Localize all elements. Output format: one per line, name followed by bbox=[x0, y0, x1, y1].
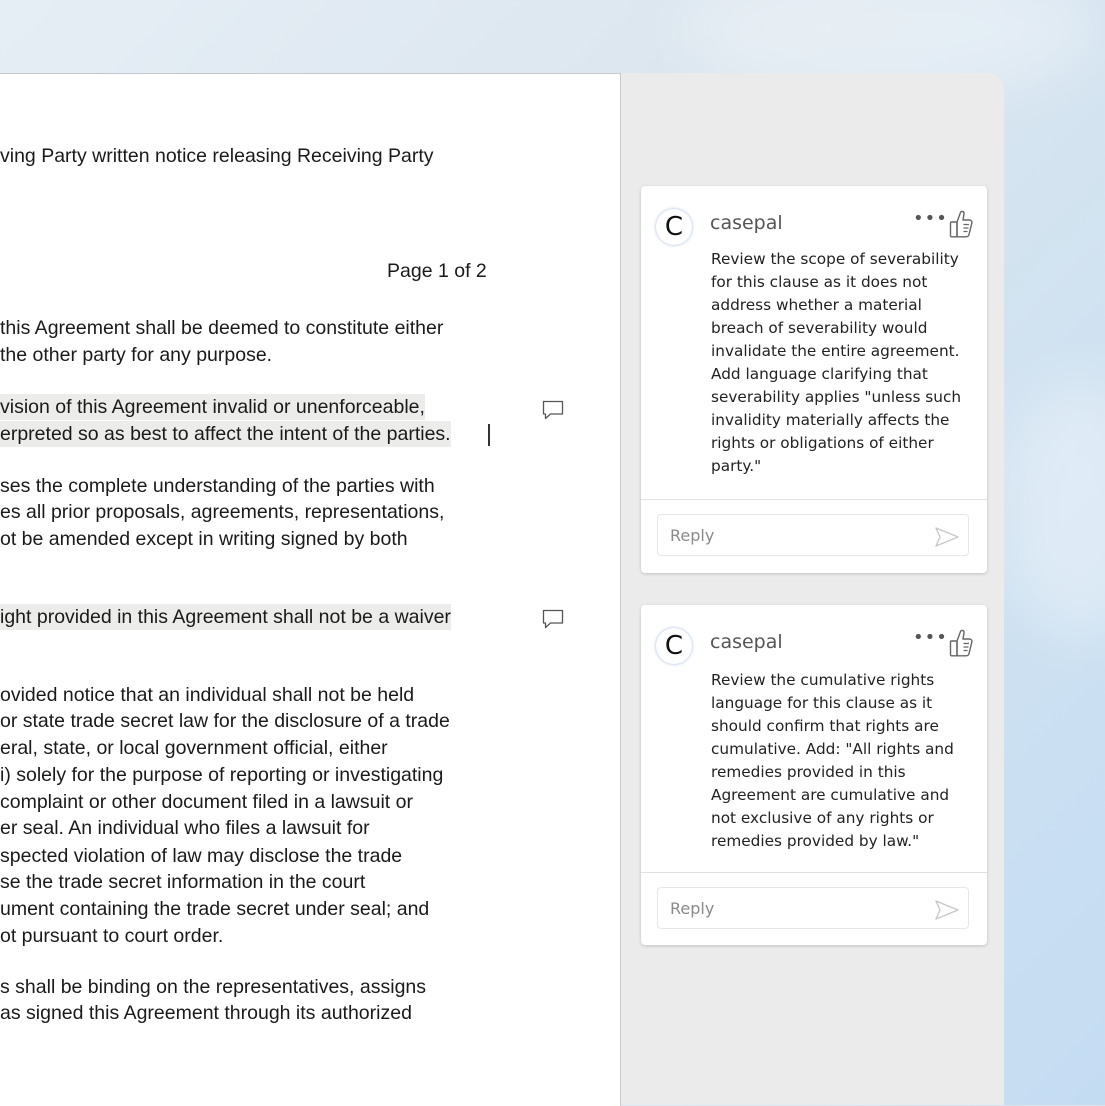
more-options-button[interactable]: ••• bbox=[913, 208, 948, 229]
doc-line: the other party for any purpose. bbox=[0, 344, 273, 366]
speech-bubble-icon[interactable] bbox=[541, 607, 565, 631]
doc-line: se the trade secret information in the court bbox=[0, 871, 366, 893]
doc-line: eral, state, or local government official, either bbox=[0, 737, 388, 759]
sky-cloud bbox=[1000, 380, 1105, 640]
avatar: C bbox=[656, 628, 692, 664]
send-icon[interactable] bbox=[934, 526, 960, 548]
send-icon[interactable] bbox=[934, 899, 960, 921]
highlighted-severability-line[interactable]: erpreted so as best to affect the intent of the parties. bbox=[0, 423, 451, 445]
doc-line: ses the complete understanding of the parties with bbox=[0, 475, 435, 497]
reply-input[interactable] bbox=[658, 888, 930, 928]
text-cursor bbox=[488, 424, 490, 446]
highlighted-severability-line[interactable]: vision of this Agreement invalid or unenforceable, bbox=[0, 396, 425, 418]
reply-box bbox=[657, 514, 969, 556]
doc-line: or state trade secret law for the disclosure of a trade bbox=[0, 710, 450, 732]
doc-line: er seal. An individual who files a lawsuit for bbox=[0, 817, 370, 839]
doc-line: s shall be binding on the representatives, assigns bbox=[0, 976, 427, 998]
reply-box bbox=[657, 887, 969, 929]
doc-line: complaint or other document filed in a lawsuit or bbox=[0, 791, 413, 813]
doc-line: spected violation of law may disclose the trade bbox=[0, 845, 403, 867]
comment-author: casepal bbox=[710, 212, 783, 234]
avatar: C bbox=[656, 209, 692, 245]
comment-card bbox=[641, 186, 987, 573]
doc-line: i) solely for the purpose of reporting or investigating bbox=[0, 764, 444, 786]
document-page[interactable] bbox=[0, 73, 621, 1106]
doc-line: as signed this Agreement through its authorized bbox=[0, 1002, 412, 1024]
divider bbox=[641, 499, 987, 500]
doc-line: ument containing the trade secret under seal; and bbox=[0, 898, 430, 920]
speech-bubble-icon[interactable] bbox=[541, 398, 565, 422]
doc-line: ot pursuant to court order. bbox=[0, 925, 224, 947]
doc-line: ving Party written notice releasing Receiving Party bbox=[0, 145, 434, 167]
comment-card bbox=[641, 605, 987, 945]
comment-body: Review the scope of severability for this clause as it does not address whether a material breach of severability would invalidate the entire agreement. Add language clarifying that severability applies "unless such invalidity materially affects the rights or obligations of either party." bbox=[711, 250, 962, 475]
reply-input[interactable] bbox=[658, 515, 930, 555]
thumbs-up-icon[interactable] bbox=[948, 628, 974, 658]
page-number: Page 1 of 2 bbox=[387, 260, 487, 282]
comment-body: Review the cumulative rights language for this clause as it should confirm that rights are cumulative. Add: "All rights and remedies provided in this Agreement are cumulative and not exclusive of any rights or remedies provided by law." bbox=[711, 671, 954, 850]
highlighted-waiver-line[interactable]: ight provided in this Agreement shall not be a waiver bbox=[0, 606, 451, 628]
more-options-button[interactable]: ••• bbox=[913, 627, 948, 648]
divider bbox=[641, 872, 987, 873]
doc-line: this Agreement shall be deemed to constitute either bbox=[0, 317, 444, 339]
thumbs-up-icon[interactable] bbox=[948, 209, 974, 239]
comment-author: casepal bbox=[710, 631, 783, 653]
doc-line: es all prior proposals, agreements, representations, bbox=[0, 501, 445, 523]
doc-line: ovided notice that an individual shall not be held bbox=[0, 684, 415, 706]
doc-line: ot be amended except in writing signed by both bbox=[0, 528, 408, 550]
